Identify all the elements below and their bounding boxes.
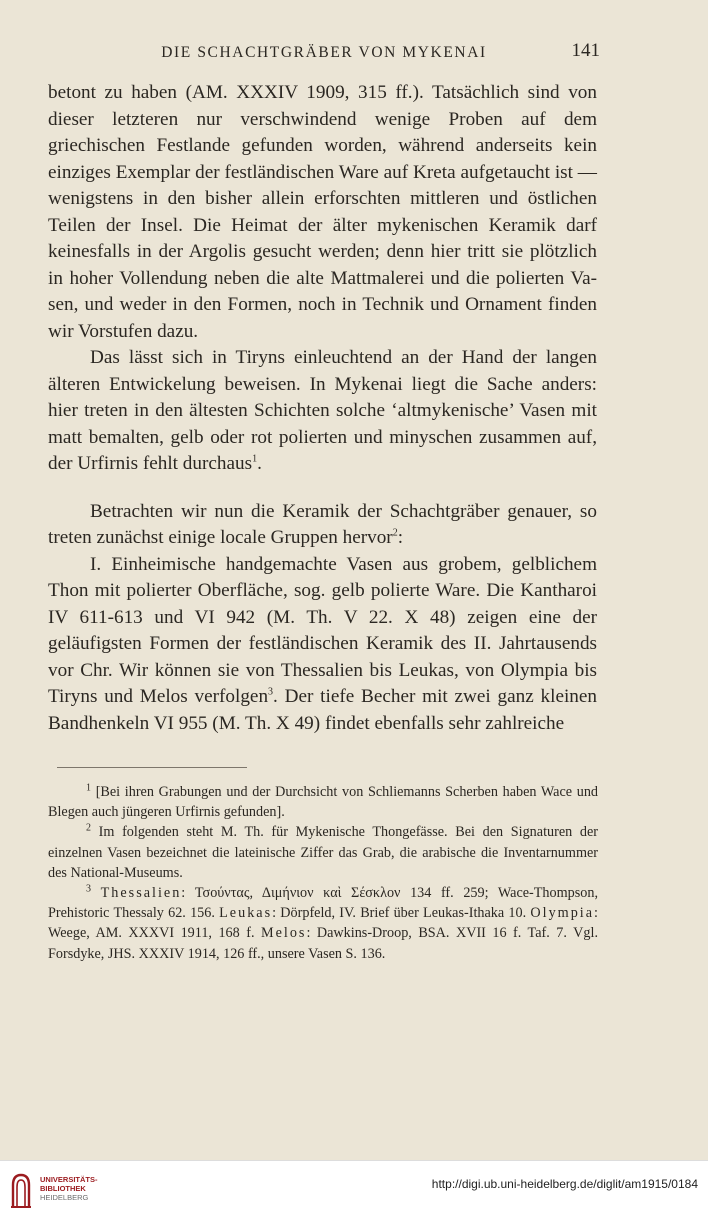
- footnote-3-part-8: : Dawkins-Droop, BSA. XVII 16 f. Taf. 7. Vgl. Forsdyke, JHS. XXXIV 1914, 126 ff., unsere Vasen S. 136.: [48, 925, 598, 962]
- running-title: DIE SCHACHTGRÄBER VON MYKENAI: [161, 44, 487, 61]
- footnote-rule: [57, 767, 247, 768]
- footnote-2-text: Im folgenden steht M. Th. für Mykenische Thongefässe. Bei den Signaturen der einzelnen Vasen bezeichnet die lateinische Ziffer das Grab, die arabische die Inventarnummer des National-Museums.: [48, 824, 598, 881]
- footnote-ref-3: 3: [268, 686, 274, 698]
- library-name-line-1: UNIVERSITÄTS-: [40, 1175, 98, 1184]
- footnote-1-text: [Bei ihren Grabungen und der Durchsicht von Schliemanns Scherben haben Wace und Blegen auch jüngeren Urfirnis gefunden].: [48, 784, 599, 821]
- footnote-3-part-2: : Τσούντας, Διμήνιον καὶ Σέσκλον 134 ff. 259; Wace-Thompson, Prehistoric Thessaly 62. 156.: [48, 885, 599, 922]
- paragraph-4-end: . Der tiefe Becher mit zwei ganz kleinen Bandhenkeln VI 955 (M. Th. X 49) findet ebenfalls sehr zahlreiche: [48, 686, 597, 734]
- main-text: [48, 80, 597, 737]
- library-name[interactable]: [40, 1175, 98, 1202]
- footnote-3-part-4: : Dörpfeld, IV. Brief über Leukas-Ithaka 10.: [272, 905, 531, 922]
- footnote-ref-2: 2: [392, 527, 398, 539]
- footnote-ref-1: 1: [252, 453, 258, 465]
- footnotes: [48, 782, 598, 964]
- footnote-1-mark: 1: [86, 782, 91, 794]
- paragraph-4: [48, 552, 597, 738]
- footnote-3-part-6: : Weege, AM. XXXVI 1911, 168 f.: [48, 905, 598, 942]
- paragraph-3-text: Betrachten wir nun die Keramik der Schachtgräber genauer, so treten zunächst einige locale Gruppen hervor: [48, 500, 597, 548]
- footnote-3-mark: 3: [86, 883, 91, 895]
- footnote-3: [48, 883, 598, 964]
- footnote-3-place-olympia: Olympia: [530, 905, 595, 922]
- paragraph-2-end: .: [257, 453, 262, 474]
- footnote-1: [48, 782, 598, 822]
- page-number: 141: [571, 40, 600, 61]
- paragraph-4-text: I. Einheimische handgemachte Vasen aus grobem, gelblichem Thon mit polierter Oberfläche, sog. gelb polierte Ware. Die Kantharoi IV 611-613 und VI 942 (M. Th. V 22. X 48) zeigen eine der geläufigsten Formen der festländischen Keramik des II. Jahrtausends vor Chr. Wir können sie von Thessalien bis Leukas, von Olympia bis Tiryns und Melos verfolgen: [48, 553, 597, 707]
- library-name-line-3: HEIDELBERG: [40, 1193, 89, 1202]
- paragraph-2-text: Das lässt sich in Tiryns einleuchtend an der Hand der langen älteren Entwickelung beweisen. In Mykenai liegt die Sache anders: hier treten in den ältesten Schichten solche ‘altmykenische’ Vasen mit matt bemalten, gelb oder rot polierten und minyschen zusammen auf, der Urfirnis fehlt durchaus: [48, 347, 597, 474]
- library-name-line-2: BIBLIOTHEK: [40, 1184, 86, 1193]
- footnote-2: [48, 822, 598, 883]
- page-header: [48, 40, 600, 72]
- library-logo-icon[interactable]: [8, 1171, 34, 1209]
- footnote-2-mark: 2: [86, 822, 91, 834]
- footnote-3-place-melos: Melos: [260, 925, 307, 942]
- paragraph-2: [48, 345, 597, 478]
- page-url-link[interactable]: http://digi.ub.uni-heidelberg.de/diglit/am1915/0184: [431, 1177, 698, 1191]
- paragraph-3: [48, 499, 597, 552]
- footnote-3-place-thessalien: Thessalien: [100, 885, 182, 902]
- footnote-3-place-leukas: Leukas: [219, 905, 273, 922]
- viewer-footer: [0, 1160, 708, 1216]
- paragraph-3-end: :: [397, 527, 404, 548]
- paragraph-1: betont zu haben (AM. XXXIV 1909, 315 ff.). Tatsächlich sind von dieser letzteren nur verschwindend wenige Proben auf dem griechischen Festlande gefunden worden, während anderseits kein einziges Exemplar der festländischen Ware auf Kreta aufgetaucht ist — wenigstens in den bisher allein erforschten mittleren und östlichen Teilen der Insel. Die Heimat der älter mykenischen Keramik darf keinesfalls in der Argolis gesucht werden; denn hier tritt sie plötzlich in hoher Vollendung neben die alte Mattmalerei und die polierten Vasen, und weder in den Formen, noch in Technik und Ornament finden wir Vorstufen dazu.: [48, 82, 597, 342]
